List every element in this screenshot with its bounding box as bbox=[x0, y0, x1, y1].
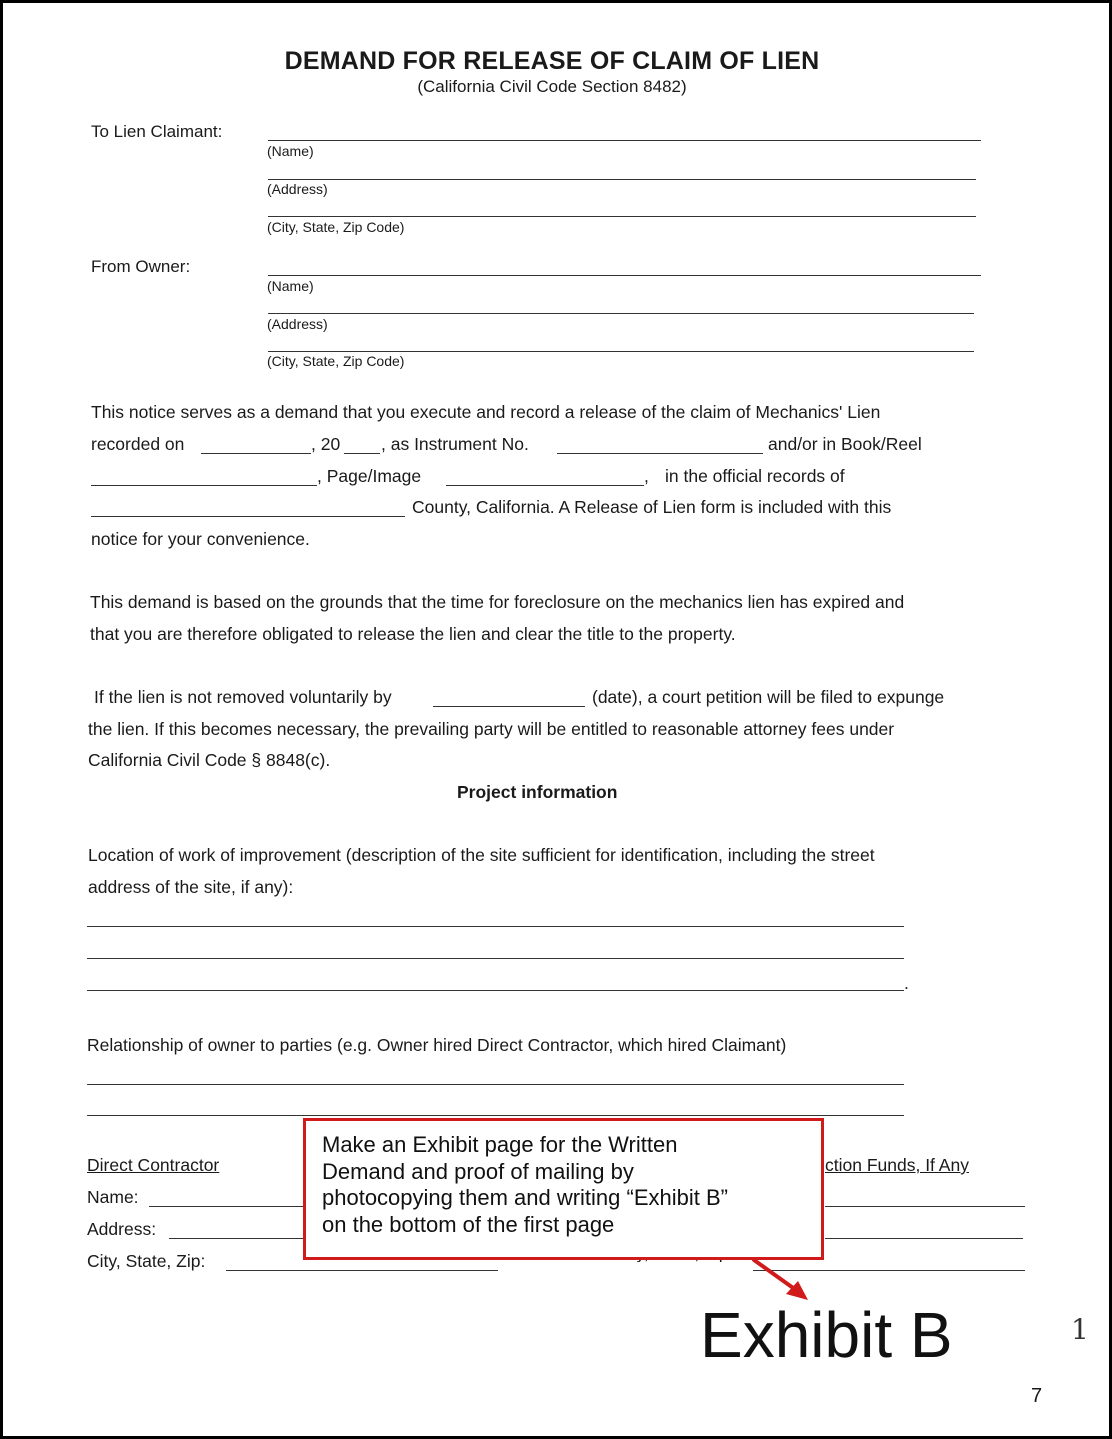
relationship-answer-line-1[interactable] bbox=[87, 1084, 904, 1085]
notice-book-label: and/or in Book/Reel bbox=[768, 434, 922, 454]
contractor-city-line[interactable] bbox=[226, 1270, 498, 1271]
relationship-label: Relationship of owner to parties (e.g. Owner hired Direct Contractor, which hired Claimant) bbox=[87, 1035, 787, 1055]
funds-heading-partial: ction Funds, If Any bbox=[825, 1155, 969, 1175]
instrument-number-line[interactable] bbox=[557, 453, 763, 454]
notice-instrument-label: , as Instrument No. bbox=[381, 434, 529, 454]
claimant-address-caption: (Address) bbox=[267, 181, 328, 197]
grounds-line-1: This demand is based on the grounds that the time for foreclosure on the mechanics lien has expired and bbox=[90, 592, 905, 612]
location-answer-line-2[interactable] bbox=[87, 958, 904, 959]
page-number: 7 bbox=[1031, 1385, 1043, 1407]
handwritten-page-number: 1 bbox=[1071, 1313, 1089, 1346]
document-title: DEMAND FOR RELEASE OF CLAIM OF LIEN bbox=[284, 47, 820, 75]
claimant-label: To Lien Claimant: bbox=[91, 122, 223, 141]
contractor-city-label: City, State, Zip: bbox=[87, 1251, 206, 1271]
recorded-date-line[interactable] bbox=[201, 453, 311, 454]
claimant-city-line[interactable] bbox=[268, 216, 976, 217]
owner-name-line[interactable] bbox=[268, 275, 981, 276]
notice-records-label: in the official records of bbox=[665, 466, 845, 486]
callout-text-line-4: on the bottom of the first page bbox=[322, 1211, 615, 1237]
notice-line-5: notice for your convenience. bbox=[91, 529, 310, 549]
notice-recorded-label: recorded on bbox=[91, 434, 185, 454]
direct-contractor-heading: Direct Contractor bbox=[87, 1155, 220, 1175]
exhibit-label: Exhibit B bbox=[700, 1299, 953, 1371]
notice-page-label: , Page/Image bbox=[317, 466, 422, 486]
contractor-address-label: Address: bbox=[87, 1219, 157, 1239]
relationship-answer-line-2[interactable] bbox=[87, 1115, 904, 1116]
location-line-1: Location of work of improvement (description of the site sufficient for identification, including the street bbox=[88, 845, 875, 865]
owner-label: From Owner: bbox=[91, 257, 191, 276]
owner-address-caption: (Address) bbox=[267, 316, 328, 332]
recorded-year-line[interactable] bbox=[344, 453, 380, 454]
exhibit-instruction-callout bbox=[303, 1118, 824, 1260]
document-subtitle: (California Civil Code Section 8482) bbox=[417, 77, 687, 96]
claimant-address-line[interactable] bbox=[268, 179, 976, 180]
page-image-line[interactable] bbox=[446, 485, 644, 486]
removal-line-1a: If the lien is not removed voluntarily by bbox=[94, 687, 392, 707]
removal-line-2: the lien. If this becomes necessary, the prevailing party will be entitled to reasonable attorney fees under bbox=[88, 719, 895, 739]
grounds-line-2: that you are therefore obligated to release the lien and clear the title to the property. bbox=[90, 624, 736, 644]
claimant-city-caption: (City, State, Zip Code) bbox=[267, 219, 405, 235]
location-line-2: address of the site, if any): bbox=[88, 877, 294, 897]
removal-date-line[interactable] bbox=[433, 706, 585, 707]
contractor-address-line[interactable] bbox=[169, 1238, 309, 1239]
project-heading: Project information bbox=[457, 782, 618, 802]
callout-text-line-1: Make an Exhibit page for the Written bbox=[322, 1132, 678, 1157]
notice-line-1: This notice serves as a demand that you execute and record a release of the claim of Mechanics' Lien bbox=[91, 402, 881, 422]
notice-year-label: , 20 bbox=[311, 434, 341, 454]
contractor-name-line[interactable] bbox=[149, 1206, 309, 1207]
callout-text-line-3: photocopying them and writing “Exhibit B” bbox=[322, 1185, 728, 1210]
removal-line-3: California Civil Code § 8848(c). bbox=[88, 750, 331, 770]
notice-county-text: County, California. A Release of Lien form is included with this bbox=[412, 497, 892, 517]
location-answer-line-3[interactable] bbox=[87, 990, 904, 991]
funds-address-line[interactable] bbox=[825, 1238, 1023, 1239]
claimant-name-caption: (Name) bbox=[267, 143, 314, 159]
location-period: . bbox=[904, 973, 909, 993]
callout-text-line-2: Demand and proof of mailing by bbox=[322, 1158, 634, 1184]
owner-address-line[interactable] bbox=[268, 313, 974, 314]
contractor-name-label: Name: bbox=[87, 1187, 139, 1207]
claimant-name-line[interactable] bbox=[268, 140, 981, 141]
county-line[interactable] bbox=[91, 516, 405, 517]
owner-city-line[interactable] bbox=[268, 351, 974, 352]
removal-line-1b: (date), a court petition will be filed to expunge bbox=[592, 687, 945, 707]
notice-comma: , bbox=[644, 466, 649, 486]
owner-name-caption: (Name) bbox=[267, 278, 314, 294]
location-answer-line-1[interactable] bbox=[87, 926, 904, 927]
owner-city-caption: (City, State, Zip Code) bbox=[267, 353, 405, 369]
book-reel-line[interactable] bbox=[91, 485, 317, 486]
funds-name-line[interactable] bbox=[825, 1206, 1025, 1207]
